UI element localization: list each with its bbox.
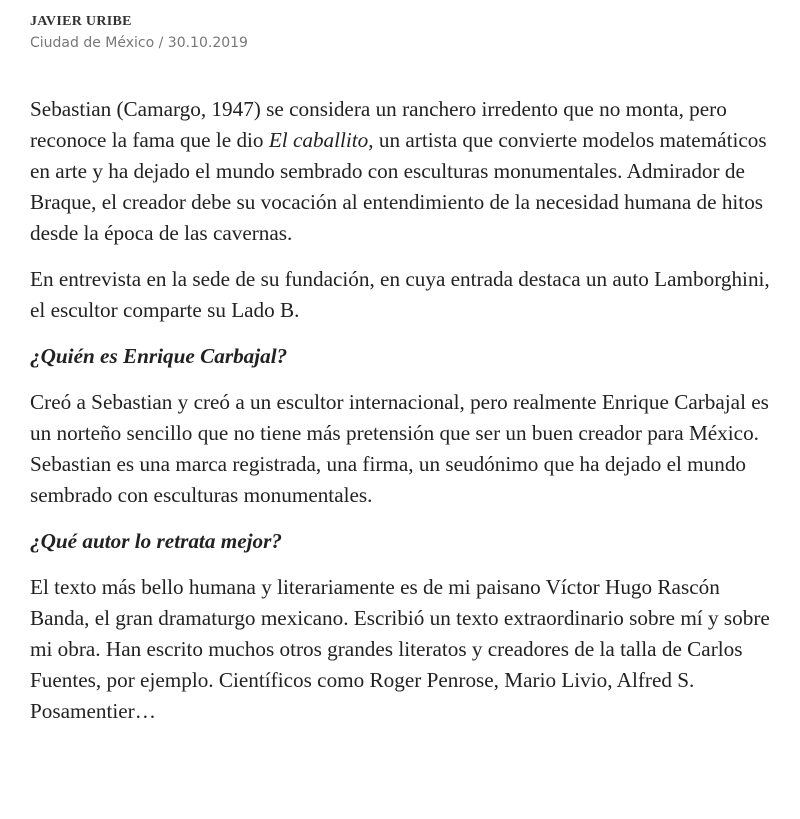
- intro-text-start: Sebastian (Camargo, 1947) se considera un ranchero irredento que no monta, pero reconoce la fama que le dio: [30, 97, 727, 152]
- work-title: El caballito: [268, 128, 369, 152]
- question-heading: ¿Qué autor lo retrata mejor?: [30, 529, 282, 553]
- dateline: Ciudad de México / 30.10.2019: [30, 35, 248, 51]
- author-name[interactable]: JAVIER URIBE: [30, 14, 132, 29]
- intro-paragraph: [30, 94, 782, 249]
- interview-context-paragraph: En entrevista en la sede de su fundación, en cuya entrada destaca un auto Lamborghini, el escultor comparte su Lado B.: [30, 267, 770, 322]
- byline: [30, 12, 782, 54]
- intro-text-end: , un artista que convierte modelos matemáticos en arte y ha dejado el mundo sembrado con esculturas monumentales. Admirador de Braque, el creador debe su vocación al entendimiento de la necesidad humana de hitos desde la época de las cavernas.: [30, 128, 767, 245]
- question-heading: ¿Quién es Enrique Carbajal?: [30, 344, 288, 368]
- answer-paragraph: El texto más bello humana y literariamente es de mi paisano Víctor Hugo Rascón Banda, el gran dramaturgo mexicano. Escribió un texto extraordinario sobre mí y sobre mi obra. Han escrito muchos otros grandes literatos y creadores de la talla de Carlos Fuentes, por ejemplo. Científicos como Roger Penrose, Mario Livio, Alfred S. Posamentier…: [30, 575, 770, 723]
- answer-paragraph: Creó a Sebastian y creó a un escultor internacional, pero realmente Enrique Carbajal es un norteño sencillo que no tiene más pretensión que ser un buen creador para México. Sebastian es una marca registrada, una firma, un seudónimo que ha dejado el mundo sembrado con esculturas monumentales.: [30, 390, 769, 507]
